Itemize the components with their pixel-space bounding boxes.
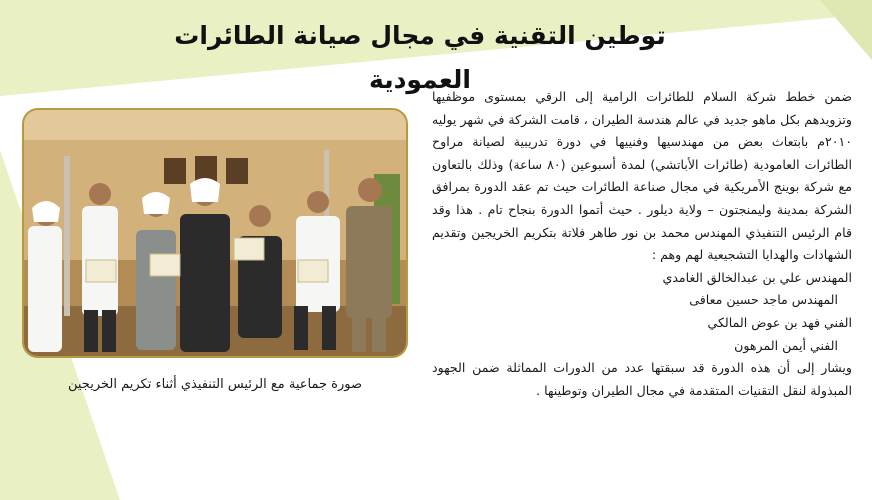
article-intro-paragraph: ضمن خطط شركة السلام للطائرات الرامية إلى الرقي بمستوى موظفيها وتزويدهم بكل ماهو جديد في عالم هندسة الطيران ، قامت الشركة في شهر يوليه ٢٠١٠م بابتعاث بعض من مهندسيها وفنييها في دورة تدريبية لصيانة مراوح الطائرات العامودية (طائرات الأباتشي) لمدة أسبوعين (٨٠ ساعة) وذلك بالتعاون مع شركة بوينج الأمريكية في مجال صناعة الطائرات حيث تم عقد الدورة بمرافق الشركة بمدينة وليمنجتون – ولاية ديلور . حيث أتموا الدورة بنجاح تام . هذا وقد قام الرئيس التنفيذي المهندس محمد بن نور طاهر فلاتة بتكريم الخريجين وتقديم الشهادات والهدايا التشجيعية لهم وهم : bbox=[432, 89, 852, 263]
graduate-name: المهندس ماجد حسين معافى bbox=[689, 292, 838, 308]
article-closing-paragraph: ويشار إلى أن هذه الدورة قد سبقتها عدد من الدورات المماثلة ضمن الجهود المبذولة لنقل التقنيات المتقدمة في مجال الطيران وتوطينها . bbox=[432, 360, 852, 398]
article-headline: توطين التقنية في مجال صيانة الطائرات العمودية bbox=[174, 21, 666, 94]
article-body bbox=[432, 86, 852, 494]
graduate-name: الفني أيمن المرهون bbox=[734, 337, 838, 353]
group-photo bbox=[22, 108, 408, 358]
group-photo-illustration bbox=[24, 110, 406, 356]
graduates-list bbox=[432, 267, 852, 357]
graduate-name: المهندس علي بن عبدالخالق الغامدي bbox=[662, 269, 852, 285]
graduate-name: الفني فهد بن عوض المالكي bbox=[707, 314, 852, 330]
photo-caption: صورة جماعية مع الرئيس التنفيذي أثناء تكريم الخريجين bbox=[67, 377, 363, 392]
